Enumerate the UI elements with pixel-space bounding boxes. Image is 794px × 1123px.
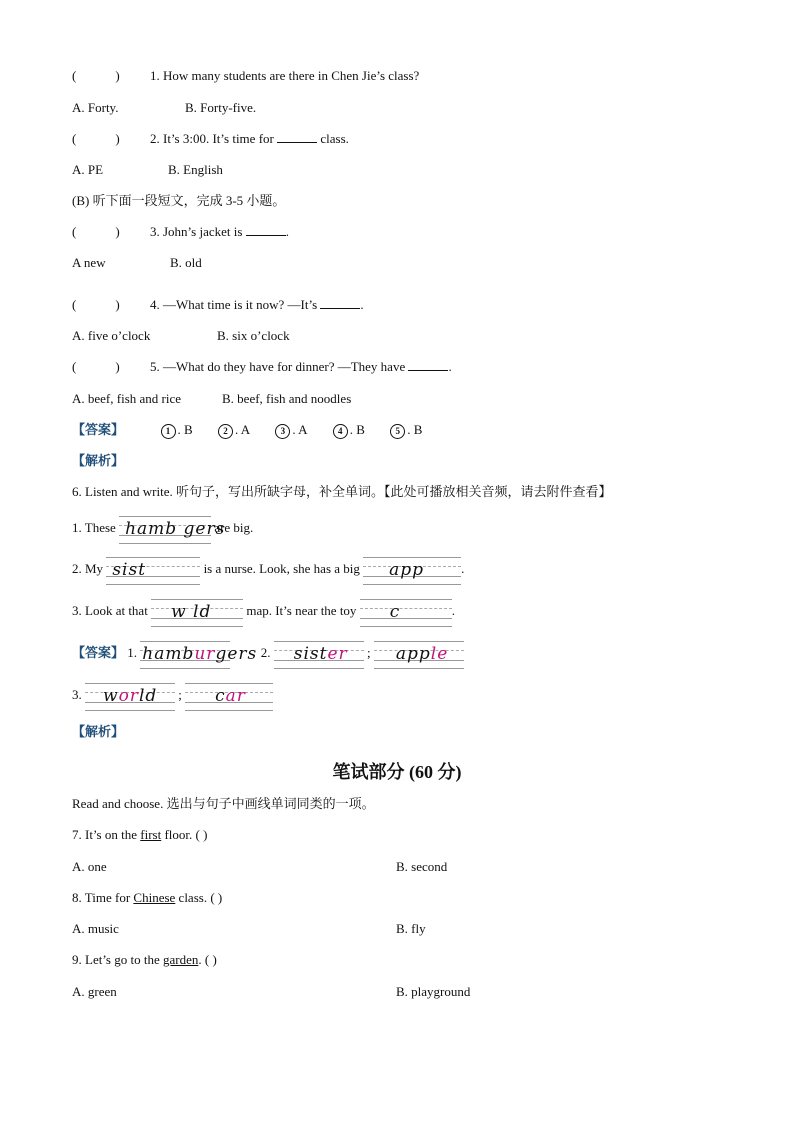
analysis-label: 【解析】 (72, 453, 125, 468)
answer-number: 3. (72, 687, 82, 702)
handwriting-box (360, 597, 452, 627)
question-8 (72, 890, 222, 906)
sentence-text: . (461, 561, 465, 576)
answer-item: 4 . B (333, 422, 365, 439)
sentence-text: map. It’s near the toy (246, 603, 357, 618)
answer-item: 2 . A (218, 422, 250, 439)
question-text-end: floor. ( ) (164, 827, 208, 842)
fill-blank (246, 224, 286, 236)
q6-answers-row-1 (72, 638, 464, 669)
fill-blank (277, 131, 317, 143)
answer-paren: ( ) (72, 68, 120, 83)
question-text-end: class. (320, 131, 349, 146)
question-text: 2. It’s 3:00. It’s time for (150, 131, 274, 146)
question-text: 5. —What do they have for dinner? —They have (150, 359, 406, 374)
option-a: A. beef, fish and rice (72, 391, 182, 406)
question-2-options (72, 162, 223, 178)
question-2 (72, 131, 349, 147)
answer-paren: ( ) (72, 359, 120, 374)
answer-number: 2. (260, 645, 271, 660)
question-3 (72, 224, 289, 240)
sentence-text: 3. Look at that (72, 603, 148, 618)
answer-paren: ( ) (72, 297, 120, 312)
handwriting-box (363, 555, 461, 585)
handwritten-word: apple (395, 644, 449, 665)
read-choose-instruction: Read and choose. 选出与句子中画线单词同类的一项。 (72, 796, 375, 811)
handwritten-word: car (215, 686, 246, 707)
question-text-end: . (448, 359, 452, 374)
section-title: 笔试部分 (60 分) (332, 762, 462, 782)
answer-item: 5 . B (390, 422, 422, 439)
question-text: 9. Let’s go to the (72, 952, 160, 967)
option-b: B. six o’clock (217, 328, 290, 343)
q6-answers-row-2 (72, 680, 273, 711)
separator: ; (367, 645, 371, 660)
question-4 (72, 297, 364, 313)
analysis-label: 【解析】 (72, 724, 125, 739)
handwritten-word: w ld (171, 602, 212, 623)
handwritten-word: hamb gers (125, 519, 226, 540)
answer-item: 1 . B (161, 422, 193, 439)
question-4-options (72, 328, 290, 344)
handwritten-word: c (389, 602, 401, 623)
option-b: B. English (168, 162, 223, 177)
q6-sentence-1 (72, 513, 253, 544)
question-5 (72, 359, 452, 375)
question-6-instruction: 6. Listen and write. 听句子，写出所缺字母，补全单词。【此处可播放相关音频，请去附件查看】 (72, 484, 612, 499)
question-7 (72, 827, 207, 843)
answers-1-5 (72, 422, 444, 439)
part-b-heading: (B) 听下面一段短文，完成 3-5 小题。 (72, 193, 286, 208)
question-7-options (72, 859, 448, 875)
handwritten-word: sist (112, 560, 147, 581)
sentence-text: . (451, 603, 455, 618)
handwritten-word: world (103, 686, 158, 707)
option-a: A. one (72, 859, 107, 874)
handwritten-word: app (389, 560, 425, 581)
question-text: 8. Time for (72, 890, 131, 905)
handwriting-box (119, 514, 226, 544)
handwriting-box (185, 681, 273, 711)
q6-sentence-3 (72, 596, 455, 627)
question-text: 4. —What time is it now? —It’s (150, 297, 318, 312)
answer-item: 3 . A (275, 422, 307, 439)
option-b: B. old (170, 255, 202, 270)
question-text: 7. It’s on the (72, 827, 137, 842)
answer-paren: ( ) (72, 224, 120, 239)
question-text-end: . (360, 297, 364, 312)
option-b: B. fly (396, 921, 426, 936)
option-a: A. five o’clock (72, 328, 151, 343)
option-b: B. beef, fish and noodles (222, 391, 352, 406)
option-a: A new (72, 255, 106, 270)
option-a: A. PE (72, 162, 104, 177)
question-5-options (72, 391, 352, 407)
handwriting-box (274, 639, 364, 669)
answer-label: 【答案】 (72, 422, 125, 437)
answer-label: 【答案】 (72, 645, 125, 660)
fill-blank (320, 297, 360, 309)
question-8-options (72, 921, 426, 937)
answer-number: 1. (127, 645, 138, 660)
question-text-end: . (285, 224, 289, 239)
option-b: B. playground (396, 984, 471, 999)
option-a: A. music (72, 921, 119, 936)
handwriting-box (106, 555, 200, 585)
option-a: A. Forty. (72, 100, 119, 115)
answer-paren: ( ) (72, 131, 120, 146)
question-text: 3. John’s jacket is (150, 224, 243, 239)
underlined-word: garden (163, 952, 199, 967)
sentence-text: 2. My (72, 561, 104, 576)
sentence-text: 1. These (72, 520, 116, 535)
option-a: A. green (72, 984, 117, 999)
handwriting-box (374, 639, 464, 669)
handwritten-word: hamburgers (142, 644, 258, 665)
handwriting-box (151, 597, 243, 627)
option-b: B. Forty-five. (185, 100, 257, 115)
underlined-word: Chinese (133, 890, 176, 905)
handwriting-box (85, 681, 175, 711)
question-1-options (72, 100, 257, 116)
question-text: 1. How many students are there in Chen Jie’s class? (150, 68, 420, 83)
option-b: B. second (396, 859, 448, 874)
question-text-end: class. ( ) (178, 890, 223, 905)
q6-sentence-2 (72, 554, 464, 585)
handwritten-word: sister (293, 644, 348, 665)
question-text-end: . ( ) (198, 952, 217, 967)
question-9 (72, 952, 217, 968)
sentence-text: is a nurse. Look, she has a big (203, 561, 360, 576)
question-9-options (72, 984, 471, 1000)
handwriting-box (140, 639, 258, 669)
separator: ; (178, 687, 182, 702)
fill-blank (408, 359, 448, 371)
sentence-text: are big. (214, 520, 254, 535)
underlined-word: first (140, 827, 162, 842)
question-3-options (72, 255, 202, 271)
question-1 (72, 68, 419, 84)
